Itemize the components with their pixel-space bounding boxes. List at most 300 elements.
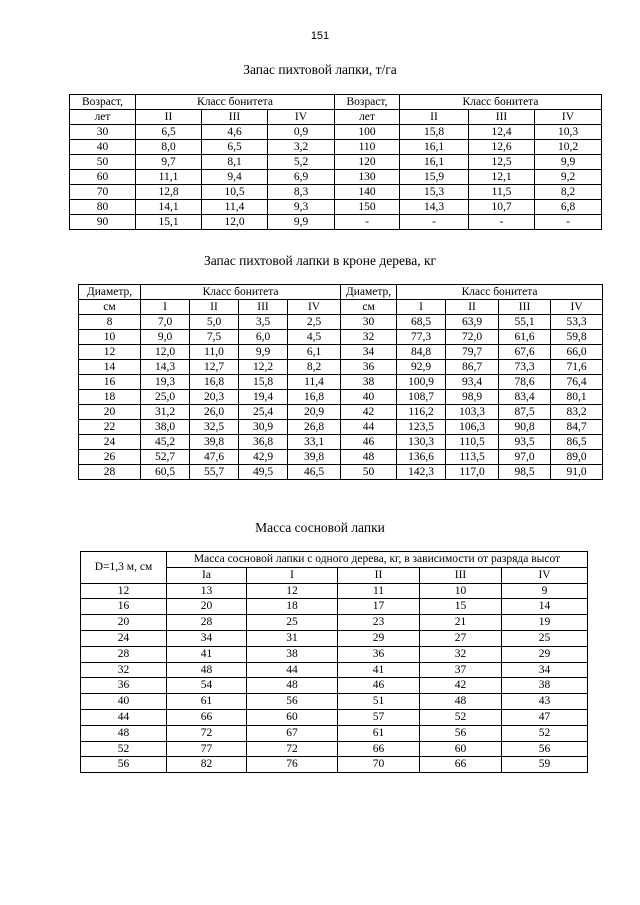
table-cell: 9,9 — [268, 215, 335, 230]
diameter-unit: см — [79, 300, 141, 315]
class-label: IV — [268, 110, 335, 125]
age-header: Возраст, — [335, 95, 400, 110]
class-label: II — [446, 300, 499, 315]
class-label: II — [338, 567, 420, 583]
table-cell: 55,7 — [190, 465, 239, 480]
table-cell: 46 — [341, 435, 397, 450]
table-cell: 8,1 — [202, 155, 268, 170]
table-cell: 67 — [247, 725, 338, 741]
table-cell: 19,4 — [239, 390, 288, 405]
table-cell: 16 — [79, 375, 141, 390]
table-cell: 83,2 — [551, 405, 603, 420]
table-cell: 39,8 — [288, 450, 341, 465]
table-cell: 47,6 — [190, 450, 239, 465]
table-cell: 47 — [502, 709, 588, 725]
table-cell: 86,7 — [446, 360, 499, 375]
table-cell: 15,8 — [239, 375, 288, 390]
class-header: Класс бонитета — [397, 285, 603, 300]
table-cell: 78,6 — [499, 375, 551, 390]
table-cell: 8,3 — [268, 185, 335, 200]
table-cell: 39,8 — [190, 435, 239, 450]
table3-title: Масса сосновой лапки — [255, 520, 385, 535]
table-cell: 15 — [420, 599, 502, 615]
class-label: III — [469, 110, 535, 125]
table-row — [79, 345, 603, 360]
table-cell: 150 — [335, 200, 400, 215]
table-cell: 6,0 — [239, 330, 288, 345]
table-cell: 15,1 — [136, 215, 202, 230]
table-cell: 56 — [81, 757, 167, 773]
table-cell: 61,6 — [499, 330, 551, 345]
table-cell: 12 — [81, 583, 167, 599]
table-cell: 9,4 — [202, 170, 268, 185]
table-cell: 36 — [341, 360, 397, 375]
table-cell: 59 — [502, 757, 588, 773]
class-header: Класс бонитета — [400, 95, 602, 110]
table-cell: 12,7 — [190, 360, 239, 375]
table-cell: 67,6 — [499, 345, 551, 360]
table2-title: Запас пихтовой лапки в кроне дерева, кг — [203, 253, 437, 268]
table-cell: 11 — [338, 583, 420, 599]
table-row — [81, 646, 588, 662]
class-label: IV — [502, 567, 588, 583]
diameter-header: Диаметр, — [341, 285, 397, 300]
table-cell: 31 — [247, 630, 338, 646]
table-cell: 3,5 — [239, 315, 288, 330]
table-row — [70, 125, 602, 140]
mass-header: Масса сосновой лапки с одного дерева, кг, в зависимости от разряда высот — [167, 552, 588, 568]
table-cell: 59,8 — [551, 330, 603, 345]
table-cell: 6,5 — [136, 125, 202, 140]
table-cell: 12,0 — [202, 215, 268, 230]
table-cell: 14 — [502, 599, 588, 615]
table-cell: 10,5 — [202, 185, 268, 200]
table-cell: 36 — [81, 678, 167, 694]
table-cell: 60 — [247, 709, 338, 725]
table-row — [79, 375, 603, 390]
table-cell: 29 — [502, 646, 588, 662]
table-cell: 116,2 — [397, 405, 446, 420]
table-cell: 91,0 — [551, 465, 603, 480]
table-cell: 72 — [167, 725, 247, 741]
table-cell: 26,0 — [190, 405, 239, 420]
table-row — [81, 599, 588, 615]
class-header: Класс бонитета — [136, 95, 335, 110]
table-cell: 29 — [338, 630, 420, 646]
table-cell: 38 — [247, 646, 338, 662]
table-cell: 12,0 — [141, 345, 190, 360]
table-cell: 66,0 — [551, 345, 603, 360]
table-row — [79, 315, 603, 330]
table-cell: 76 — [247, 757, 338, 773]
table-cell: 24 — [81, 630, 167, 646]
table-cell: 9,7 — [136, 155, 202, 170]
table-cell: 25 — [247, 615, 338, 631]
class-label: II — [190, 300, 239, 315]
table-cell: 45,2 — [141, 435, 190, 450]
table-cell: 51 — [338, 694, 420, 710]
table-cell: 77 — [167, 741, 247, 757]
table-cell: 0,9 — [268, 125, 335, 140]
table-cell: 84,7 — [551, 420, 603, 435]
table-cell: 50 — [70, 155, 136, 170]
table-cell: 142,3 — [397, 465, 446, 480]
table-row — [81, 757, 588, 773]
table-row — [79, 405, 603, 420]
table-cell: 10 — [79, 330, 141, 345]
table-row — [79, 450, 603, 465]
table-row — [81, 725, 588, 741]
diameter-unit: см — [341, 300, 397, 315]
table-cell: 44 — [247, 662, 338, 678]
table-cell: 26,8 — [288, 420, 341, 435]
table-cell: 11,4 — [288, 375, 341, 390]
table-cell: 37 — [420, 662, 502, 678]
table-cell: 2,5 — [288, 315, 341, 330]
table-cell: 98,9 — [446, 390, 499, 405]
table-cell: 60 — [70, 170, 136, 185]
class-label: I — [247, 567, 338, 583]
table-row — [70, 140, 602, 155]
table-cell: 25,0 — [141, 390, 190, 405]
table-cell: 130,3 — [397, 435, 446, 450]
table-cell: 72 — [247, 741, 338, 757]
table-cell: 98,5 — [499, 465, 551, 480]
table-cell: 123,5 — [397, 420, 446, 435]
table-cell: 10,2 — [535, 140, 602, 155]
table-cell: 68,5 — [397, 315, 446, 330]
table-cell: 36,8 — [239, 435, 288, 450]
table-cell: 93,5 — [499, 435, 551, 450]
table-cell: 38,0 — [141, 420, 190, 435]
table-cell: - — [400, 215, 469, 230]
table-cell: 16,8 — [190, 375, 239, 390]
table-cell: 38 — [502, 678, 588, 694]
table-cell: 28 — [167, 615, 247, 631]
class-label: I — [141, 300, 190, 315]
table-cell: 110,5 — [446, 435, 499, 450]
class-label: III — [239, 300, 288, 315]
age-header: Возраст, — [70, 95, 136, 110]
table-cell: 5,2 — [268, 155, 335, 170]
table-row — [81, 630, 588, 646]
table-cell: 7,5 — [190, 330, 239, 345]
table-cell: 36 — [338, 646, 420, 662]
table-row — [81, 678, 588, 694]
table-cell: 113,5 — [446, 450, 499, 465]
table-cell: 11,5 — [469, 185, 535, 200]
table-cell: 11,1 — [136, 170, 202, 185]
table-cell: 46,5 — [288, 465, 341, 480]
table-cell: 4,5 — [288, 330, 341, 345]
table-cell: 70 — [70, 185, 136, 200]
table-cell: 44 — [341, 420, 397, 435]
table-cell: 34 — [502, 662, 588, 678]
table-cell: 48 — [247, 678, 338, 694]
table-cell: 32,5 — [190, 420, 239, 435]
table-cell: 6,9 — [268, 170, 335, 185]
class-label: IV — [288, 300, 341, 315]
table-cell: 72,0 — [446, 330, 499, 345]
table-cell: 61 — [167, 694, 247, 710]
pine-mass-table — [80, 551, 588, 773]
table-cell: 52 — [81, 741, 167, 757]
table-cell: 52 — [502, 725, 588, 741]
table-cell: 8,0 — [136, 140, 202, 155]
table-row — [79, 360, 603, 375]
table-row — [81, 694, 588, 710]
table-cell: 63,9 — [446, 315, 499, 330]
table-cell: 76,4 — [551, 375, 603, 390]
table-cell: 9,0 — [141, 330, 190, 345]
table-cell: 106,3 — [446, 420, 499, 435]
table-cell: 32 — [420, 646, 502, 662]
class-label: II — [400, 110, 469, 125]
table-cell: 24 — [79, 435, 141, 450]
class-label: Ia — [167, 567, 247, 583]
table-cell: 140 — [335, 185, 400, 200]
table-cell: 57 — [338, 709, 420, 725]
table-cell: 48 — [341, 450, 397, 465]
table-cell: 40 — [341, 390, 397, 405]
table-row — [79, 435, 603, 450]
table-cell: 100,9 — [397, 375, 446, 390]
table-cell: 16 — [81, 599, 167, 615]
table-cell: 12,6 — [469, 140, 535, 155]
table-row — [70, 155, 602, 170]
table-cell: 14,1 — [136, 200, 202, 215]
table-cell: 48 — [167, 662, 247, 678]
table-cell: 83,4 — [499, 390, 551, 405]
table-cell: 60 — [420, 741, 502, 757]
class-label: III — [420, 567, 502, 583]
table-cell: 12,8 — [136, 185, 202, 200]
table-cell: 66 — [420, 757, 502, 773]
table-cell: 10,7 — [469, 200, 535, 215]
table-cell: 12,5 — [469, 155, 535, 170]
class-header: Класс бонитета — [141, 285, 341, 300]
table-cell: 87,5 — [499, 405, 551, 420]
table-cell: - — [535, 215, 602, 230]
table-cell: 41 — [167, 646, 247, 662]
table-cell: 40 — [70, 140, 136, 155]
class-label: IV — [535, 110, 602, 125]
table-cell: 20,3 — [190, 390, 239, 405]
table-cell: 56 — [247, 694, 338, 710]
table-cell: 34 — [167, 630, 247, 646]
table-cell: 9 — [502, 583, 588, 599]
table-row — [79, 390, 603, 405]
table-cell: 108,7 — [397, 390, 446, 405]
table-cell: 42 — [420, 678, 502, 694]
table-cell: 30 — [341, 315, 397, 330]
table-cell: 12 — [79, 345, 141, 360]
table-cell: 90,8 — [499, 420, 551, 435]
table-cell: 42,9 — [239, 450, 288, 465]
fir-stock-per-hectare-table — [69, 94, 602, 230]
table-cell: 7,0 — [141, 315, 190, 330]
table1-title: Запас пихтовой лапки, т/га — [243, 62, 397, 77]
table-row — [81, 615, 588, 631]
table-cell: 15,9 — [400, 170, 469, 185]
table-cell: 92,9 — [397, 360, 446, 375]
table-cell: 84,8 — [397, 345, 446, 360]
table-cell: 61 — [338, 725, 420, 741]
table-cell: 38 — [341, 375, 397, 390]
table-row — [70, 185, 602, 200]
table-cell: 8,2 — [535, 185, 602, 200]
table-cell: 20 — [79, 405, 141, 420]
table-cell: 44 — [81, 709, 167, 725]
table-cell: 11,0 — [190, 345, 239, 360]
table-cell: 41 — [338, 662, 420, 678]
table-cell: 14,3 — [400, 200, 469, 215]
table-cell: 12 — [247, 583, 338, 599]
table-cell: 33,1 — [288, 435, 341, 450]
table-cell: 21 — [420, 615, 502, 631]
table-cell: 50 — [341, 465, 397, 480]
table-cell: 13 — [167, 583, 247, 599]
table-cell: 28 — [81, 646, 167, 662]
table-cell: 42 — [341, 405, 397, 420]
table-cell: 9,2 — [535, 170, 602, 185]
table-row — [81, 662, 588, 678]
table-row — [70, 200, 602, 215]
table-cell: 9,9 — [239, 345, 288, 360]
table-cell: 12,1 — [469, 170, 535, 185]
table-cell: 16,1 — [400, 140, 469, 155]
table-cell: 20 — [81, 615, 167, 631]
table-cell: 31,2 — [141, 405, 190, 420]
table-cell: 56 — [502, 741, 588, 757]
table-cell: 93,4 — [446, 375, 499, 390]
table-cell: 136,6 — [397, 450, 446, 465]
table-cell: 32 — [341, 330, 397, 345]
table-cell: 15,3 — [400, 185, 469, 200]
table-row — [81, 709, 588, 725]
table-cell: 117,0 — [446, 465, 499, 480]
table-cell: 5,0 — [190, 315, 239, 330]
table-cell: 4,6 — [202, 125, 268, 140]
table-cell: 79,7 — [446, 345, 499, 360]
table-cell: 9,9 — [535, 155, 602, 170]
class-label: IV — [551, 300, 603, 315]
table-cell: 12,4 — [469, 125, 535, 140]
table-cell: 26 — [79, 450, 141, 465]
table-cell: 34 — [341, 345, 397, 360]
table-cell: 40 — [81, 694, 167, 710]
page-number: 151 — [310, 30, 330, 42]
table-cell: 18 — [247, 599, 338, 615]
table-row — [79, 330, 603, 345]
table-cell: 6,8 — [535, 200, 602, 215]
table-cell: 71,6 — [551, 360, 603, 375]
table-cell: 32 — [81, 662, 167, 678]
table-cell: 89,0 — [551, 450, 603, 465]
table-cell: 12,2 — [239, 360, 288, 375]
table-cell: 100 — [335, 125, 400, 140]
table-cell: 18 — [79, 390, 141, 405]
table-cell: 80,1 — [551, 390, 603, 405]
table-cell: - — [469, 215, 535, 230]
table-cell: 14 — [79, 360, 141, 375]
table-cell: 70 — [338, 757, 420, 773]
table-cell: 43 — [502, 694, 588, 710]
table-cell: 49,5 — [239, 465, 288, 480]
table-cell: 16,1 — [400, 155, 469, 170]
table-row — [81, 583, 588, 599]
table-cell: 56 — [420, 725, 502, 741]
table-cell: 15,8 — [400, 125, 469, 140]
class-label: II — [136, 110, 202, 125]
table-cell: 48 — [420, 694, 502, 710]
d-header: D=1,3 м, см — [81, 552, 167, 584]
table-cell: 90 — [70, 215, 136, 230]
table-cell: 9,3 — [268, 200, 335, 215]
table-cell: 20,9 — [288, 405, 341, 420]
class-label: I — [397, 300, 446, 315]
table-cell: 6,5 — [202, 140, 268, 155]
table-cell: 19,3 — [141, 375, 190, 390]
table-row — [70, 170, 602, 185]
table-row — [79, 420, 603, 435]
table-cell: 60,5 — [141, 465, 190, 480]
table-cell: 80 — [70, 200, 136, 215]
table-cell: 55,1 — [499, 315, 551, 330]
table-cell: 46 — [338, 678, 420, 694]
table-cell: 22 — [79, 420, 141, 435]
table-cell: 16,8 — [288, 390, 341, 405]
table-cell: 30 — [70, 125, 136, 140]
table-cell: 53,3 — [551, 315, 603, 330]
table-cell: 8 — [79, 315, 141, 330]
table-row — [70, 215, 602, 230]
table-cell: 86,5 — [551, 435, 603, 450]
diameter-header: Диаметр, — [79, 285, 141, 300]
table-cell: 20 — [167, 599, 247, 615]
table-cell: 17 — [338, 599, 420, 615]
table-row — [79, 465, 603, 480]
table-cell: 10,3 — [535, 125, 602, 140]
table-cell: 30,9 — [239, 420, 288, 435]
table-cell: 48 — [81, 725, 167, 741]
table-cell: 82 — [167, 757, 247, 773]
table-cell: 66 — [338, 741, 420, 757]
table-cell: 6,1 — [288, 345, 341, 360]
table-cell: 66 — [167, 709, 247, 725]
table-cell: 28 — [79, 465, 141, 480]
age-unit: лет — [70, 110, 136, 125]
table-cell: 54 — [167, 678, 247, 694]
table-cell: 19 — [502, 615, 588, 631]
table-cell: 3,2 — [268, 140, 335, 155]
class-label: III — [499, 300, 551, 315]
table-cell: 14,3 — [141, 360, 190, 375]
table-cell: 120 — [335, 155, 400, 170]
fir-stock-per-tree-table — [78, 284, 603, 480]
table-cell: 52,7 — [141, 450, 190, 465]
table-cell: 8,2 — [288, 360, 341, 375]
table-cell: 25,4 — [239, 405, 288, 420]
table-cell: 73,3 — [499, 360, 551, 375]
class-label: III — [202, 110, 268, 125]
table-cell: 52 — [420, 709, 502, 725]
table-cell: - — [335, 215, 400, 230]
table-cell: 130 — [335, 170, 400, 185]
table-cell: 97,0 — [499, 450, 551, 465]
table-cell: 110 — [335, 140, 400, 155]
table-cell: 23 — [338, 615, 420, 631]
